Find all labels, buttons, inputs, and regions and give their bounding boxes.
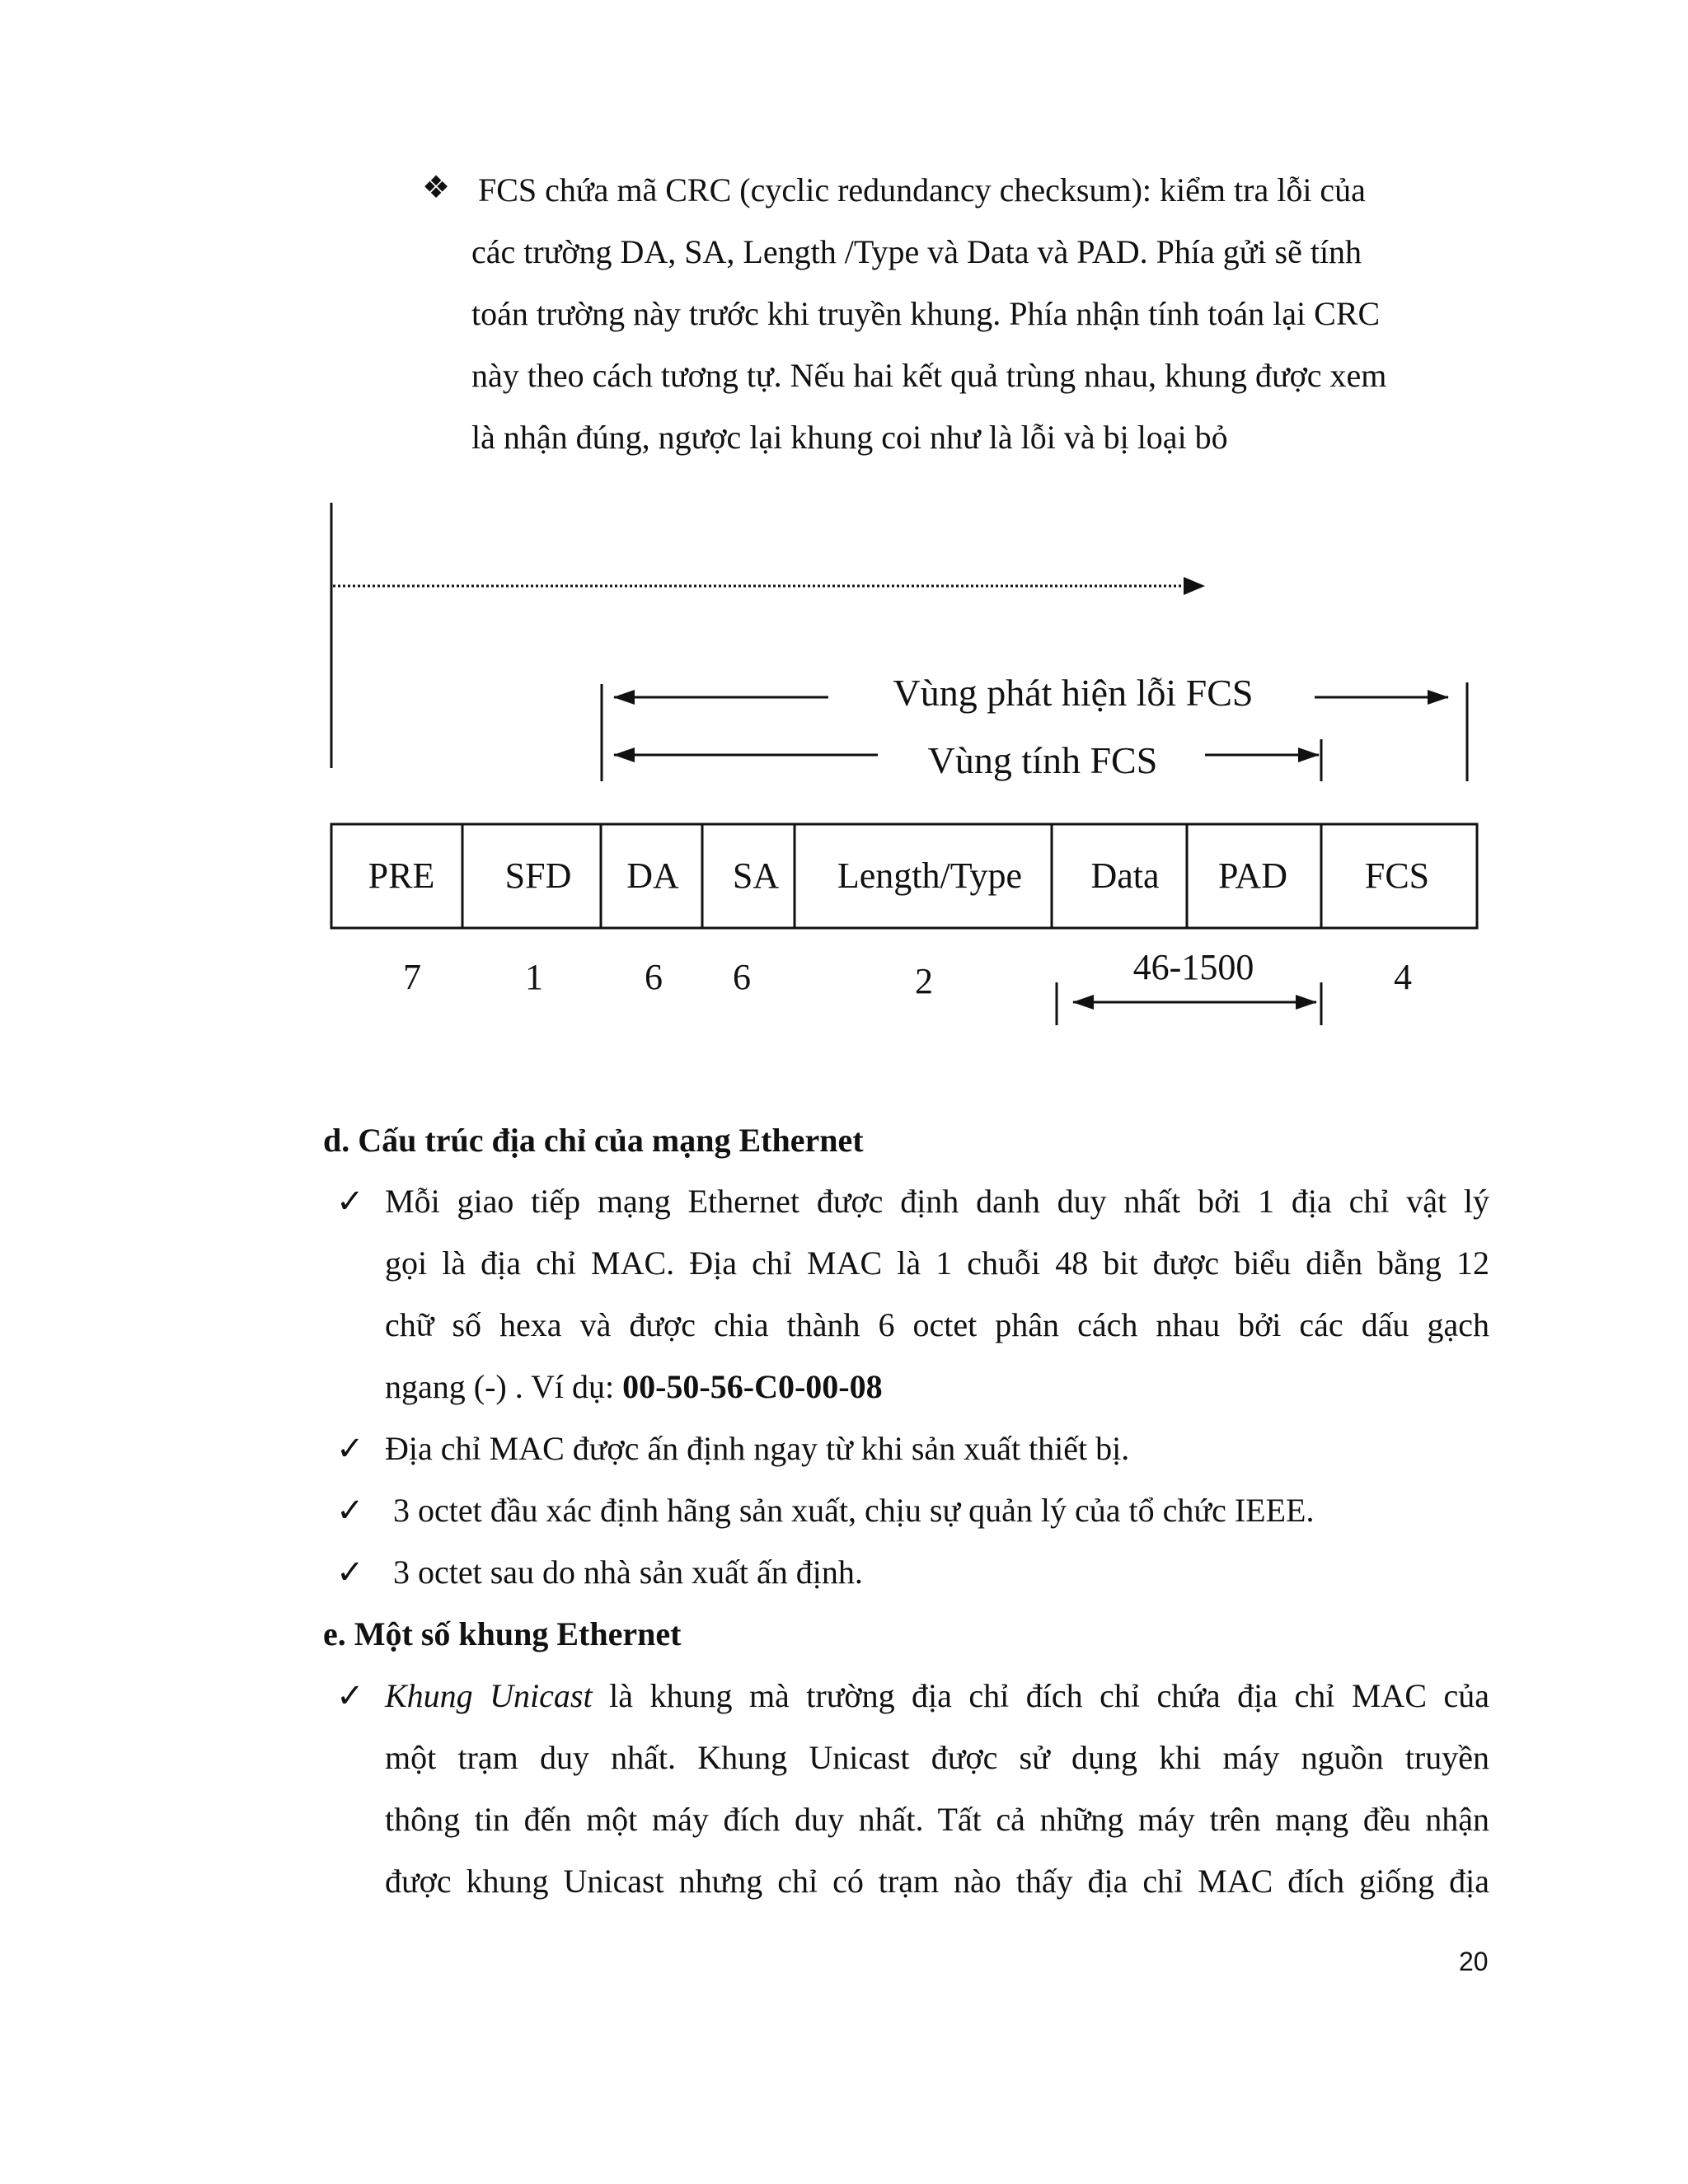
field-sa: SA <box>732 855 780 896</box>
mac-example-prefix: ngang (-) . Ví dụ: <box>385 1368 623 1405</box>
field-fcs: FCS <box>1364 855 1430 896</box>
page-number: 20 <box>1459 1947 1489 1976</box>
section-d-item4: 3 octet sau do nhà sản xuất ấn định. <box>393 1554 863 1591</box>
ethernet-frame-diagram <box>0 0 1688 1071</box>
size-length-type: 2 <box>915 961 933 1001</box>
field-pre: PRE <box>368 855 435 896</box>
section-d-item1-line1: Mỗi giao tiếp mạng Ethernet được định danh duy nhất bởi 1 địa chỉ vật lý <box>385 1183 1489 1220</box>
section-d-heading: d. Cấu trúc địa chỉ của mạng Ethernet <box>323 1122 864 1159</box>
size-sfd: 1 <box>525 957 543 997</box>
checkmark-icon: ✓ <box>336 1492 364 1529</box>
error-region-label: Vùng phát hiện lỗi FCS <box>893 672 1254 714</box>
section-e-item1-line2: một trạm duy nhất. Khung Unicast được sử dụng khi máy nguồn truyền <box>385 1739 1489 1776</box>
section-e-item1-line4: được khung Unicast nhưng chỉ có trạm nào thấy địa chỉ MAC đích giống địa <box>385 1863 1489 1900</box>
unicast-term: Khung Unicast <box>385 1677 593 1714</box>
field-length-type: Length/Type <box>837 855 1023 896</box>
field-sfd: SFD <box>504 855 572 896</box>
size-data-pad: 46-1500 <box>1132 947 1254 987</box>
dotted-arrow-head-icon <box>1184 577 1205 595</box>
fcs-line-3: toán trường này trước khi truyền khung. Phía nhận tính toán lại CRC <box>471 295 1381 332</box>
section-d-item3: 3 octet đầu xác định hãng sản xuất, chịu sự quản lý của tổ chức IEEE. <box>393 1492 1315 1529</box>
fcs-line-4: này theo cách tương tự. Nếu hai kết quả trùng nhau, khung được xem <box>471 357 1387 394</box>
section-d-item2: Địa chỉ MAC được ấn định ngay từ khi sản xuất thiết bị. <box>385 1430 1130 1467</box>
diamond-bullet-icon: ❖ <box>422 171 451 205</box>
section-e-item1-line1-rest: là khung mà trường địa chỉ đích chỉ chứa địa chỉ MAC của <box>592 1677 1489 1714</box>
section-e-item1-line1 <box>385 1665 1489 1727</box>
fcs-line-5: là nhận đúng, ngược lại khung coi như là lỗi và bị loại bỏ <box>471 419 1228 456</box>
size-sa: 6 <box>733 957 751 997</box>
section-d-item1-line3: chữ số hexa và được chia thành 6 octet phân cách nhau bởi các dấu gạch <box>385 1306 1489 1343</box>
section-e-item1-line3: thông tin đến một máy đích duy nhất. Tất cả những máy trên mạng đều nhận <box>385 1801 1489 1838</box>
checkmark-icon: ✓ <box>336 1430 364 1467</box>
field-da: DA <box>626 855 679 896</box>
size-da: 6 <box>645 957 663 997</box>
fcs-line-2: các trường DA, SA, Length /Type và Data và PAD. Phía gửi sẽ tính <box>471 233 1362 270</box>
section-e-heading: e. Một số khung Ethernet <box>323 1615 682 1652</box>
field-data: Data <box>1090 855 1160 896</box>
mac-example: 00-50-56-C0-00-08 <box>622 1368 883 1405</box>
checkmark-icon: ✓ <box>336 1554 364 1591</box>
section-d-item1-line4 <box>385 1356 883 1418</box>
fcs-region-label: Vùng tính FCS <box>927 739 1158 781</box>
size-pre: 7 <box>403 957 421 997</box>
fcs-line-1: FCS chứa mã CRC (cyclic redundancy checksum): kiểm tra lỗi của <box>478 171 1366 209</box>
field-pad: PAD <box>1218 855 1287 896</box>
section-d-item1-line2: gọi là địa chỉ MAC. Địa chỉ MAC là 1 chuỗi 48 bit được biểu diễn bằng 12 <box>385 1244 1489 1282</box>
checkmark-icon: ✓ <box>336 1677 364 1714</box>
checkmark-icon: ✓ <box>336 1183 364 1220</box>
size-fcs: 4 <box>1394 957 1412 997</box>
